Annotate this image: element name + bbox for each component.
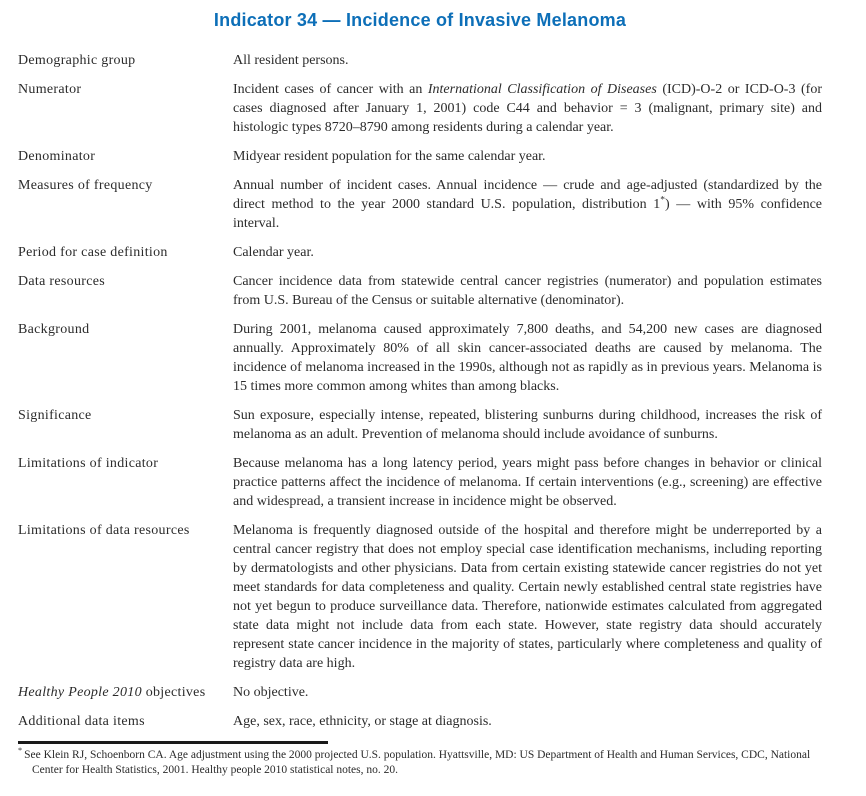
row-value: [233, 406, 822, 444]
row-value: [233, 243, 822, 262]
text-segment: (ICD)-O-2 or ICD-O-3 (for cases diagnosed after January 1, 2001) code C44 and behavior = 3 (malignant, primary site) and histologic types 8720–8790 among residents during a calendar year.: [233, 82, 822, 135]
text-segment: Limitations of indicator: [18, 456, 159, 471]
row-label: [18, 320, 233, 396]
row-value: [233, 147, 822, 166]
text-segment: Limitations of data resources: [18, 523, 190, 538]
italic-text: International Classification of Diseases: [427, 82, 657, 97]
row-value: [233, 454, 822, 511]
row-label: [18, 51, 233, 70]
text-segment: All resident persons.: [233, 53, 349, 68]
text-segment: Denominator: [18, 149, 96, 164]
row-value: [233, 272, 822, 310]
row-label: [18, 683, 233, 702]
superscript-asterisk: *: [660, 195, 665, 206]
text-segment: Sun exposure, especially intense, repeated, blistering sunburns during childhood, increases the risk of melanoma as an adult. Prevention of melanoma should include avoidance of sunburns.: [233, 408, 822, 442]
text-segment: Numerator: [18, 82, 82, 97]
text-segment: Period for case definition: [18, 245, 168, 260]
row-label: [18, 406, 233, 444]
text-segment: Background: [18, 322, 90, 337]
row-value: [233, 176, 822, 233]
footnote: [18, 748, 822, 778]
footnote-divider: [18, 741, 328, 744]
row-value: [233, 683, 822, 702]
text-segment: Significance: [18, 408, 92, 423]
text-segment: Measures of frequency: [18, 178, 153, 193]
text-segment: Additional data items: [18, 714, 145, 729]
text-segment: Annual number of incident cases. Annual incidence — crude and age-adjusted (standardized by the direct method to the year 2000 standard U.S. population, distribution 1: [233, 178, 822, 212]
row-label: [18, 80, 233, 137]
row-value: [233, 80, 822, 137]
text-segment: Data resources: [18, 274, 105, 289]
row-label: [18, 521, 233, 673]
text-segment: ) — with 95% confidence interval.: [233, 197, 823, 231]
indicator-table: [18, 51, 822, 731]
row-value: [233, 712, 822, 731]
text-segment: Demographic group: [18, 53, 136, 68]
text-segment: Midyear resident population for the same calendar year.: [233, 149, 546, 164]
italic-text: Healthy People 2010: [18, 685, 142, 700]
page-title: Indicator 34 — Incidence of Invasive Melanoma: [213, 10, 627, 30]
row-value: [233, 51, 822, 70]
text-segment: No objective.: [233, 685, 309, 700]
text-segment: Calendar year.: [233, 245, 314, 260]
footnote-text: See Klein RJ, Schoenborn CA. Age adjustment using the 2000 projected U.S. population. Hyattsville, MD: US Department of Health and Human Services, CDC, National Center for Health Statistics, 2001. Healthy people 2010 statistical notes, no. 20.: [24, 749, 811, 776]
text-segment: Age, sex, race, ethnicity, or stage at diagnosis.: [233, 714, 492, 729]
row-label: [18, 243, 233, 262]
row-value: [233, 320, 822, 396]
footnote-asterisk: *: [18, 746, 23, 756]
row-value: [233, 521, 822, 673]
row-label: [18, 176, 233, 233]
text-segment: Incident cases of cancer with an: [233, 82, 428, 97]
text-segment: objectives: [141, 685, 206, 700]
text-segment: Because melanoma has a long latency period, years might pass before changes in behavior or clinical practice patterns affect the incidence of melanoma. If certain interventions (e.g., screening) are effective and widespread, a transient increase in incidence might be observed.: [233, 456, 822, 509]
row-label: [18, 272, 233, 310]
row-label: [18, 454, 233, 511]
text-segment: During 2001, melanoma caused approximately 7,800 deaths, and 54,200 new cases are diagnosed annually. Approximately 80% of all skin cancer-associated deaths are caused by melanoma. The incidence of melanoma increased in the 1990s, although not as rapidly as in previous years. Melanoma is 15 times more common among whites than among blacks.: [233, 322, 822, 394]
row-label: [18, 712, 233, 731]
row-label: [18, 147, 233, 166]
text-segment: Melanoma is frequently diagnosed outside of the hospital and therefore might be underreported by a central cancer registry that does not employ special case identification mechanisms, including reporting by dermatologists and other physicians. Data from certain existing statewide cancer registries do not yet meet standards for data completeness and quality. Certain newly established central state registries have not yet begun to produce surveillance data. Therefore, nationwide estimates calculated from aggregated state data might not include data from each state. However, state registry data should accurately represent state cancer incidence in the majority of states, particularly where completeness and quality of registry data are high.: [233, 523, 822, 671]
text-segment: Cancer incidence data from statewide central cancer registries (numerator) and population estimates from U.S. Bureau of the Census or suitable alternative (denominator).: [233, 274, 822, 308]
